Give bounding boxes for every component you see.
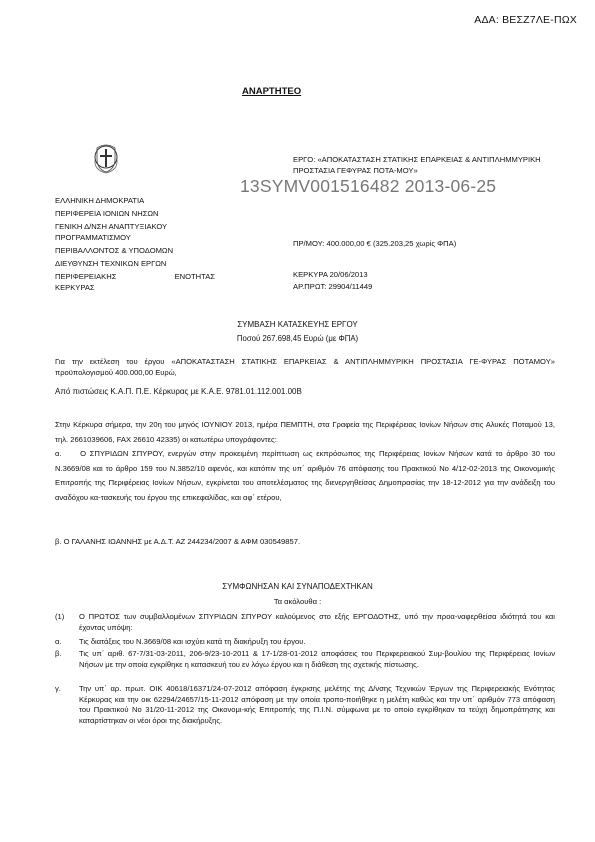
- party-a-text: Ο ΣΠΥΡΙΔΩΝ ΣΠΥΡΟΥ, ενεργών στην προκειμένη περίπτωση ως εκπρόσωπος της Περιφέρειας Ιονίων Νήσων κατά το άρθρο 30 του Ν.3669/08 και το άρθρο 159 του Ν.3852/10 αφενός, και κατόπιν της υπ΄ αριθμόν 76 απόφασης του Πρακτικού Νο 4/12-02-2013 της Οικονομικής Επιτροπής της Περιφέρειας Ιονίων Νήσων, εγκρίνεται του αποτελέσματος της διενεργηθείσας Δημοπρασίας την 18-12-2012 για την ανάδειξη του αναδόχου κα-τασκευής του έργου της επικεφαλίδας, και αφ΄ ετέρου,: [55, 449, 555, 502]
- clause-number: (1): [55, 612, 65, 621]
- clause-number: γ.: [55, 684, 61, 693]
- clause-text: Ο ΠΡΩΤΟΣ των συμβαλλομένων ΣΠΥΡΙΔΩΝ ΣΠΥΡΟΥ καλούμενος στο εξής ΕΡΓΟΔΟΤΗΣ, υπό την προα-ναφερθείσα ιδιότητά του και έχοντας υπόψη:: [79, 612, 555, 632]
- authority-line: ΠΕΡΙΒΑΛΛΟΝΤΟΣ & ΥΠΟΔΟΜΩΝ: [55, 246, 174, 255]
- authority-word: ΕΝΟΤΗΤΑΣ: [174, 272, 215, 281]
- authority-line: ΕΛΛΗΝΙΚΗ ΔΗΜΟΚΡΑΤΙΑ: [55, 196, 145, 205]
- authority-line: ΓΕΝΙΚΗ Δ/ΝΣΗ ΑΝΑΠΤΥΞΙΑΚΟΥ ΠΡΟΓΡΑΜΜΑΤΙΣΜΟΥ: [55, 222, 167, 242]
- party-a-label: α.: [55, 449, 62, 458]
- clause: [55, 612, 555, 633]
- clause-number: β.: [55, 649, 62, 658]
- meeting-paragraph: Στην Κέρκυρα σήμερα, την 20η του μηνός ΙΟΥΝΙΟΥ 2013, ημέρα ΠΕΜΠΤΗ, στα Γραφεία της Περιφέρειας Ιονίων Νήσων στις Αλυκές Ποταμού 13, τηλ. 2661039606, FAX 26610 42335) οι κατωτέρω υπογράφοντες:: [55, 420, 555, 444]
- party-b-paragraph: β. Ο ΓΑΛΑΝΗΣ ΙΩΑΝΝΗΣ με Α.Δ.Τ. ΑΖ 244234/2007 & ΑΦΜ 030549857.: [55, 537, 301, 546]
- party-a-paragraph: [55, 447, 555, 505]
- following-heading: Τα ακόλουθα :: [273, 597, 322, 606]
- authority-line: ΚΕΡΚΥΡΑΣ: [55, 283, 95, 292]
- intro-paragraph: Για την εκτέλεση του έργου «ΑΠΟΚΑΤΑΣΤΑΣΗ ΣΤΑΤΙΚΗΣ ΕΠΑΡΚΕΙΑΣ & ΑΝΤΙΠΛΗΜΜΥΡΙΚΗ ΠΡΟΣΤΑΣΙΑ ΓΕ-ΦΥΡΑΣ ΠΟΤΑΜΟΥ» προϋπολογισμού 400.000,00 Ευρώ,: [55, 357, 555, 377]
- posting-label: ΑΝΑΡΤΗΤΕΟ: [242, 86, 302, 97]
- clause: [55, 637, 555, 648]
- funding-line: Από πιστώσεις Κ.Α.Π. Π.Ε. Κέρκυρας με Κ.Α.Ε. 9781.01.112.001.00Β: [55, 387, 302, 396]
- authority-line: ΠΕΡΙΦΕΡΕΙΑ ΙΟΝΙΩΝ ΝΗΣΩΝ: [55, 209, 159, 218]
- place-date: ΚΕΡΚΥΡΑ 20/06/2013: [293, 270, 368, 279]
- clause-text: Τις υπ΄ αριθ. 67-7/31-03-2011, 206-9/23-10-2011 & 17-1/28-01-2012 αποφάσεις του Περιφερειακού Συμ-βουλίου της Περιφέρειας Ιονίων Νήσων με την οποία εγκρίθηκε η κατασκευή του εν λόγω έργου και η διάθεση της σχετικής πίστωσης.: [79, 649, 555, 669]
- clause: [55, 684, 555, 726]
- ada-code: ΑΔΑ: ΒΕΣΖ7ΛΕ-ΠΩΧ: [474, 14, 577, 26]
- protocol-number: ΑΡ.ΠΡΩΤ: 29904/11449: [293, 282, 373, 291]
- authority-block: [55, 195, 215, 293]
- clause: [55, 649, 555, 670]
- authority-line: ΔΙΕΥΘΥΝΣΗ ΤΕΧΝΙΚΩΝ ΕΡΓΩΝ: [55, 259, 167, 268]
- agreed-heading: ΣΥΜΦΩΝΗΣΑΝ ΚΑΙ ΣΥΝΑΠΟΔΕΧΤΗΚΑΝ: [222, 582, 373, 591]
- contract-title: ΣΥΜΒΑΣΗ ΚΑΤΑΣΚΕΥΗΣ ΕΡΓΟΥ: [237, 320, 358, 329]
- registry-stamp: 13SYMV001516482 2013-06-25: [240, 176, 497, 196]
- authority-word: ΠΕΡΙΦΕΡΕΙΑΚΗΣ: [55, 272, 117, 281]
- clause-number: α.: [55, 637, 62, 646]
- place-date-block: [293, 269, 372, 293]
- greek-emblem-icon: [92, 142, 120, 174]
- clause-text: Την υπ΄ αρ. πρωτ. ΟΙΚ 40618/16371/24-07-2012 απόφαση έγκρισης μελέτης της Δ/νσης Τεχνικών Έργων της Περιφερειακής Ενότητας Κέρκυρας και την οικ 62294/24657/15-11-2012 απόφαση με την οποία τροπο-ποιήθηκε η μελέτη καθώς και την υπ΄ αριθμόν 773 απόφαση του Πρακτικού Νο 31/20-11-2012 της Οικονομι-κής Επιτροπής της Π.Ι.Ν. σύμφωνα με το οποίο εγκρίθηκαν τα τεύχη δημοπράτησης και καταρτίστηκαν οι νέοι όροι της διακήρυξης.: [79, 684, 555, 725]
- contract-amount: Ποσού 267.698,45 Ευρώ (με ΦΠΑ): [236, 334, 359, 343]
- project-title: ΕΡΓΟ: «ΑΠΟΚΑΤΑΣΤΑΣΗ ΣΤΑΤΙΚΗΣ ΕΠΑΡΚΕΙΑΣ & ΑΝΤΙΠΛΗΜΜΥΡΙΚΗ ΠΡΟΣΤΑΣΙΑ ΓΕΦΥΡΑΣ ΠΟΤΑ-ΜΟΥ»: [293, 155, 541, 175]
- project-budget: ΠΡ/ΜΟΥ: 400.000,00 € (325.203,25 χωρίς ΦΠΑ): [293, 239, 457, 248]
- authority-line-split: [55, 271, 215, 282]
- clause-text: Τις διατάξεις του Ν.3669/08 και ισχύει κατά τη διακήρυξη του έργου.: [79, 637, 306, 646]
